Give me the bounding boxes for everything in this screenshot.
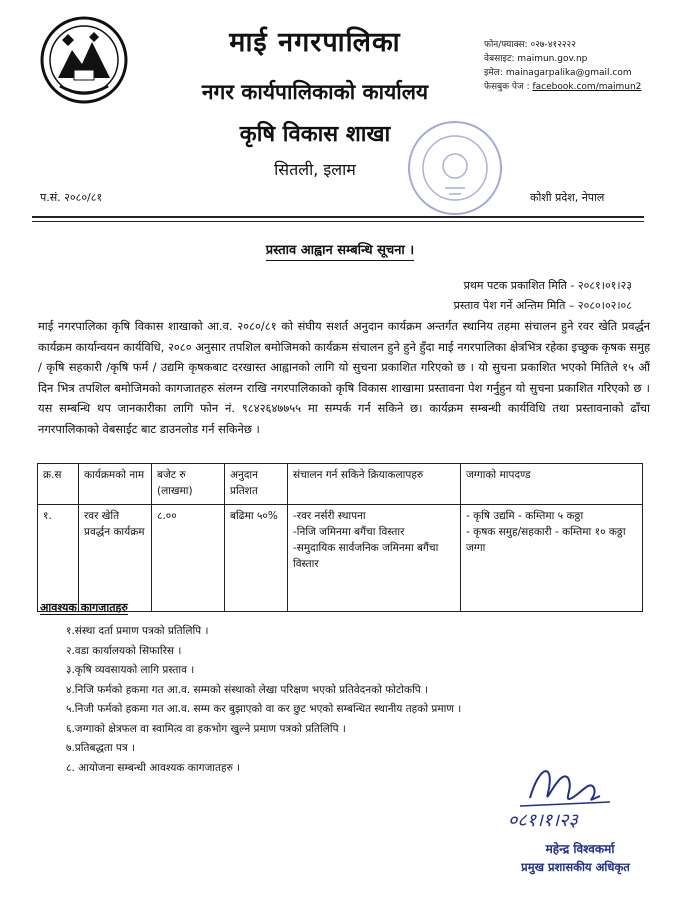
table-header-row bbox=[38, 464, 643, 505]
table-row bbox=[38, 505, 643, 612]
list-item: ५.निजी फर्मको हकमा गत आ.व. सम्म कर बुझाएको वा कर छुट भएको सम्बन्धित स्थानीय तहको प्रमाण । bbox=[66, 703, 462, 715]
signature-date: ०८१।१।२३ bbox=[508, 810, 578, 831]
province-text: कोशी प्रदेश, नेपाल bbox=[530, 191, 605, 204]
phone-value: ०२७-४१२२२२ bbox=[530, 40, 576, 50]
office-title: नगर कार्यपालिकाको कार्यालय bbox=[201, 80, 429, 104]
email-label: इमेल: bbox=[484, 68, 503, 78]
header-divider bbox=[32, 216, 644, 218]
activity-item: -समुदायिक सार्वजनिक जमिनमा बगैंचा विस्तार bbox=[293, 542, 439, 570]
website-line bbox=[484, 52, 680, 66]
program-table bbox=[37, 463, 643, 612]
documents-heading bbox=[40, 600, 128, 615]
header-program-name: कार्यक्रमको नाम bbox=[79, 464, 152, 505]
land-criteria-item: - कृषक समुह/सहकारी - कम्तिमा १० कठ्ठा जग्गा bbox=[466, 526, 626, 554]
facebook-line bbox=[484, 80, 680, 94]
activity-item: -रवर नर्सरी स्थापना bbox=[293, 510, 366, 522]
header-divider-thin bbox=[32, 221, 644, 222]
header-activities: संचालन गर्न सकिने क्रियाकलापहरु bbox=[288, 464, 461, 505]
location-text: सितली, इलाम bbox=[274, 160, 356, 179]
facebook-label: फेसबुक पेज : bbox=[484, 82, 530, 92]
first-published-date: प्रथम पटक प्रकाशित मिति - २०८१।०१।२३ bbox=[463, 279, 632, 292]
land-criteria-item: - कृषि उद्यमि - कम्तिमा ५ कठ्ठा bbox=[466, 510, 584, 522]
list-item: २.वडा कार्यालयको सिफारिस । bbox=[66, 644, 182, 657]
list-item: ३.कृषि व्यवसायको लागि प्रस्ताव । bbox=[66, 664, 195, 676]
cell-land-criteria bbox=[461, 505, 643, 612]
section-title: कृषि विकास शाखा bbox=[239, 122, 391, 147]
last-submission-date: प्रस्ताव पेश गर्ने अन्तिम मिति – २०८०।०२।०८ bbox=[453, 299, 632, 312]
list-item: ७.प्रतिबद्धता पत्र । bbox=[66, 742, 135, 754]
list-item: ८. आयोजना सम्बन्धी आवश्यक कागजातहरु । bbox=[66, 761, 241, 774]
cell-program-name: रवर खेति प्रवर्द्धन कार्यक्रम bbox=[79, 505, 152, 612]
list-item: ६.जग्गाको क्षेत्रफल वा स्वामित्व वा हकभोग खुल्ने प्रमाण पत्रको प्रतिलिपि । bbox=[66, 722, 346, 735]
header-sn: क्र.स bbox=[38, 464, 79, 505]
documents-heading-text: आवश्यक कागजातहरु bbox=[40, 601, 128, 614]
notice-subject bbox=[0, 240, 680, 258]
website-value: maimun.gov.np bbox=[517, 54, 588, 64]
header-land-criteria: जग्गाको मापदण्ड bbox=[461, 464, 643, 505]
header-budget: बजेट रु (लाखमा) bbox=[152, 464, 225, 505]
facebook-link[interactable]: facebook.com/maimun2 bbox=[532, 82, 642, 92]
email-line bbox=[484, 66, 680, 80]
email-value: mainagarpalika@gmail.com bbox=[505, 68, 632, 78]
cell-subsidy: बढिमा ५०% bbox=[225, 505, 288, 612]
list-item: ४.निजि फर्मको हकमा गत आ.व. सम्मको संस्थाको लेखा परिक्षण भएको प्रतिवेदनको फोटोकपि । bbox=[66, 683, 429, 696]
phone-label: फोन/फ्याक्स: bbox=[484, 40, 528, 50]
header-subsidy: अनुदान प्रतिशत bbox=[225, 464, 288, 505]
signer-title: प्रमुख प्रशासकीय अधिकृत bbox=[521, 860, 630, 874]
documents-list bbox=[66, 622, 461, 778]
website-label: वेबसाइट: bbox=[484, 54, 515, 64]
activity-item: -निजि जमिनमा बगैंचा विस्तार bbox=[293, 526, 405, 538]
notice-dates bbox=[454, 276, 632, 316]
contact-block bbox=[484, 38, 680, 94]
signer-name: महेन्द्र विश्वकर्मा bbox=[545, 842, 615, 856]
office-stamp bbox=[405, 118, 505, 218]
municipality-title: माई नगरपालिका bbox=[229, 27, 401, 58]
nepal-emblem-logo bbox=[38, 14, 130, 106]
reference-number: प.सं. २०८०/८१ bbox=[40, 191, 103, 204]
notice-subject-text: प्रस्ताव आह्वान सम्बन्धि सूचना । bbox=[266, 243, 414, 261]
phone-line bbox=[484, 38, 680, 52]
cell-activities bbox=[288, 505, 461, 612]
notice-body: माई नगरपालिका कृषि विकास शाखाको आ.व. २०८०/८१ को संघीय सशर्त अनुदान कार्यक्रम अन्तर्गत स्थानिय तहमा संचालन हुने रवर खेति प्रवर्द्धन कार्यक्रम कार्यान्वयन कार्यविधि, २०८० अनुसार तपशिल बमोजिमको कार्यक्रम संचालन हुने हुने हुँदा माई नगरपालिका क्षेत्रभित्र रहेका इच्छुक कृषक समुह / कृषि सहकारी /कृषि फर्म / उद्यमि कृषकबाट दरखास्त आह्वानको लागि यो सुचना प्रकाशित गरिएको छ । यो सुचना प्रकाशित भएको मितिले १५ औं दिन भित्र तपशिल बमोजिमको कागजातहरु संलग्न राखि नगरपालिकाको कृषि विकास शाखामा प्रस्तावना पेश गर्नुहुन यो सुचना प्रकाशित गरिएको छ । यस सम्बन्धि थप जानकारीका लागि फोन नं. ९८४२६४७७५५ मा सम्पर्क गर्न सकिने छ। कार्यक्रम सम्बन्धी कार्यविधि तथा प्रस्तावनाको ढाँचा नगरपालिकाको वेबसाईट बाट डाउनलोड गर्न सकिनेछ । bbox=[38, 319, 650, 436]
cell-sn: १. bbox=[38, 505, 79, 612]
cell-budget: ८.०० bbox=[152, 505, 225, 612]
list-item: १.संस्था दर्ता प्रमाण पत्रको प्रतिलिपि । bbox=[66, 625, 209, 637]
